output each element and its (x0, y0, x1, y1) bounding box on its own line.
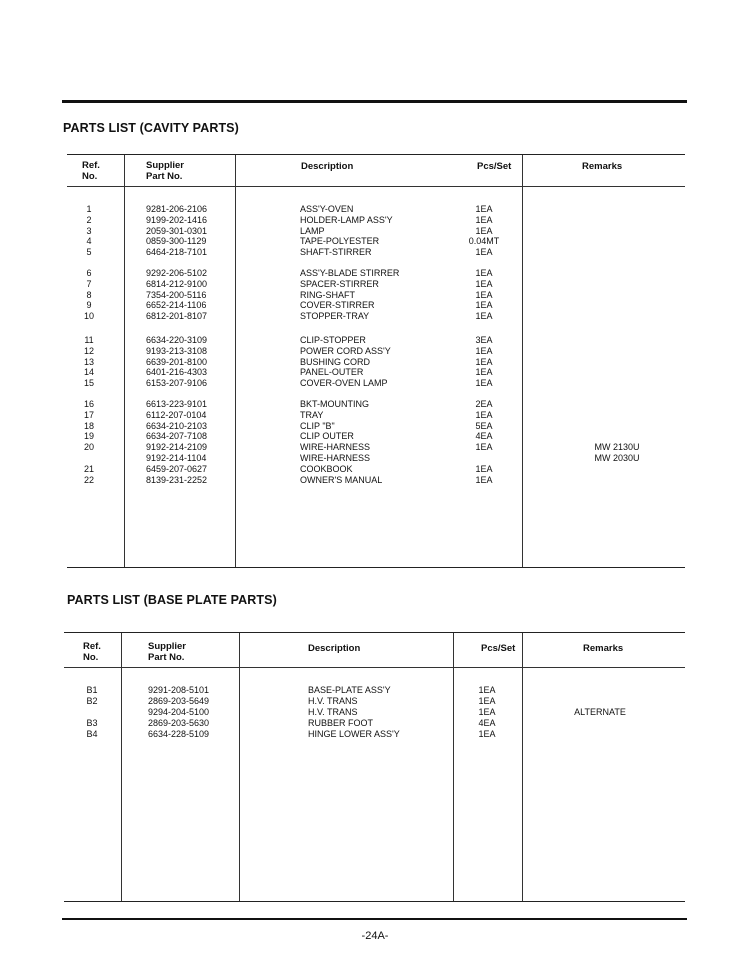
header-remarks: Remarks (583, 643, 624, 654)
part-number-cell: 6112-207-0104 (146, 409, 207, 420)
pcs-set-cell: 3EA (475, 335, 493, 345)
remarks-cell: MW 2130U (594, 442, 640, 453)
part-number-cell: 6634-207-7108 (146, 431, 208, 442)
table-row (67, 279, 685, 290)
ref-cell: 9 (86, 300, 92, 311)
header-ref: Ref. No. (83, 641, 101, 663)
pcs-set-cell: 5EA (475, 420, 493, 431)
pcs-set-cell: 1EA (475, 214, 493, 225)
part-number-cell: 6652-214-1106 (146, 300, 207, 311)
description-cell: COOKBOOK (300, 463, 353, 474)
ref-cell: 12 (83, 345, 94, 356)
description-cell: TAPE-POLYESTER (300, 236, 380, 247)
part-number-cell: 6639-201-8100 (146, 356, 208, 367)
part-number-cell: 6812-201-8107 (146, 311, 208, 322)
description-cell: RING-SHAFT (300, 289, 355, 300)
description-cell: COVER-OVEN LAMP (300, 378, 388, 389)
header-supplier-part-no: Supplier Part No. (148, 641, 187, 663)
table-row (67, 311, 685, 322)
part-number-cell: 6459-207-0627 (146, 463, 208, 474)
ref-cell: 13 (83, 356, 94, 367)
column-divider (453, 633, 454, 901)
ref-cell: 20 (83, 442, 94, 453)
description-cell: H.V. TRANS (308, 696, 358, 706)
cavity-parts-table (67, 154, 685, 568)
description-cell: ASS'Y-OVEN (300, 204, 354, 214)
description-cell: SPACER-STIRRER (300, 278, 379, 289)
pcs-set-cell: 4EA (478, 718, 496, 728)
pcs-set-cell: 1EA (475, 409, 493, 420)
table-row (64, 707, 685, 718)
description-cell: WIRE-HARNESS (300, 442, 371, 453)
part-number-cell: 8139-231-2252 (146, 474, 208, 485)
pcs-set-cell: 2EA (475, 399, 493, 409)
part-number-cell: 9281-206-2106 (146, 204, 208, 214)
table-row (67, 204, 685, 215)
header-supplier-part-no: Supplier Part No. (146, 160, 185, 182)
part-number-cell: 9199-202-1416 (146, 214, 208, 225)
table-row (67, 346, 685, 357)
header-divider (67, 186, 685, 187)
pcs-set-cell: 1EA (475, 289, 493, 300)
part-number-cell: 9192-214-1104 (146, 453, 207, 463)
part-number-cell: 6634-228-5109 (148, 729, 210, 739)
pcs-set-cell: 1EA (478, 729, 496, 739)
part-number-cell: 6613-223-9101 (146, 399, 208, 409)
pcs-set-cell: 1EA (475, 278, 493, 289)
table-row (64, 685, 685, 696)
description-cell: ASS'Y-BLADE STIRRER (300, 268, 400, 278)
pcs-set-cell: 1EA (475, 356, 493, 367)
part-number-cell: 9193-213-3108 (146, 345, 208, 356)
description-cell: HOLDER-LAMP ASS'Y (300, 214, 393, 225)
base-section-title: PARTS LIST (BASE PLATE PARTS) (67, 593, 277, 607)
header-divider (64, 667, 685, 668)
part-number-cell: 2869-203-5630 (148, 718, 210, 728)
ref-cell: 8 (86, 289, 92, 300)
table-row (67, 357, 685, 368)
ref-cell: 16 (83, 399, 94, 409)
table-row (67, 290, 685, 301)
table-row (67, 215, 685, 226)
part-number-cell: 9192-214-2109 (146, 442, 208, 453)
table-row (67, 475, 685, 486)
pcs-set-cell: 1EA (475, 378, 493, 389)
ref-cell: 1 (86, 204, 92, 214)
ref-cell: B4 (86, 729, 98, 739)
part-number-cell: 6634-220-3109 (146, 335, 208, 345)
ref-cell: 3 (86, 225, 92, 236)
part-number-cell: 6401-216-4303 (146, 367, 208, 378)
header-description: Description (308, 643, 361, 654)
pcs-set-cell: 1EA (475, 300, 493, 311)
ref-cell: 7 (86, 278, 92, 289)
pcs-set-cell: 1EA (478, 696, 496, 706)
description-cell: HINGE LOWER ASS'Y (308, 729, 400, 739)
description-cell: TRAY (300, 409, 324, 420)
ref-cell: 10 (83, 311, 94, 322)
ref-cell: 6 (86, 268, 92, 278)
pcs-set-cell: 0.04MT (468, 236, 500, 247)
column-divider (522, 633, 523, 901)
table-row (67, 236, 685, 247)
table-row (67, 335, 685, 346)
table-row (64, 718, 685, 729)
description-cell: BKT-MOUNTING (300, 399, 369, 409)
ref-cell: 19 (83, 431, 94, 442)
table-row (67, 268, 685, 279)
pcs-set-cell: 1EA (478, 685, 496, 695)
description-cell: STOPPER-TRAY (300, 311, 370, 322)
ref-cell: B2 (86, 696, 98, 706)
ref-cell: 17 (83, 409, 94, 420)
part-number-cell: 2869-203-5649 (148, 696, 210, 706)
ref-cell: 5 (86, 247, 92, 258)
table-row (67, 410, 685, 421)
part-number-cell: 9292-206-5102 (146, 268, 208, 278)
table-row (64, 729, 685, 740)
table-row (67, 442, 685, 453)
bottom-rule (62, 918, 687, 920)
ref-cell: B1 (86, 685, 98, 695)
ref-cell: 2 (86, 214, 92, 225)
header-remarks: Remarks (582, 161, 623, 172)
ref-cell: 11 (84, 335, 94, 345)
part-number-cell: 7354-200-5116 (146, 289, 207, 300)
base-plate-parts-table (64, 632, 685, 902)
description-cell: LAMP (300, 225, 325, 236)
page-number: -24A- (361, 930, 389, 942)
description-cell: OWNER'S MANUAL (300, 474, 383, 485)
pcs-set-cell: 1EA (475, 442, 493, 453)
pcs-set-cell: 1EA (475, 204, 493, 214)
ref-cell: 21 (83, 463, 94, 474)
description-cell: RUBBER FOOT (308, 718, 374, 728)
part-number-cell: 6464-218-7101 (146, 247, 208, 258)
ref-cell: 22 (83, 474, 94, 485)
top-rule (62, 100, 687, 103)
description-cell: CLIP-STOPPER (300, 335, 366, 345)
description-cell: WIRE-HARNESS (300, 453, 371, 463)
description-cell: COVER-STIRRER (300, 300, 375, 311)
pcs-set-cell: 1EA (475, 247, 493, 258)
table-row (67, 464, 685, 475)
ref-cell: 14 (83, 367, 94, 378)
pcs-set-cell: 4EA (475, 431, 493, 442)
table-row (67, 247, 685, 258)
table-row (67, 399, 685, 410)
table-row (67, 378, 685, 389)
ref-cell: 18 (83, 420, 94, 431)
pcs-set-cell: 1EA (475, 311, 493, 322)
part-number-cell: 6153-207-9106 (146, 378, 208, 389)
table-row (67, 421, 685, 432)
description-cell: POWER CORD ASS'Y (300, 345, 391, 356)
table-row (67, 453, 685, 464)
description-cell: PANEL-OUTER (300, 367, 364, 378)
ref-cell: 15 (83, 378, 94, 389)
part-number-cell: 6634-210-2103 (146, 420, 208, 431)
pcs-set-cell: 1EA (475, 225, 493, 236)
column-divider (239, 633, 240, 901)
description-cell: BASE-PLATE ASS'Y (308, 685, 391, 695)
ref-cell: B3 (86, 718, 98, 728)
description-cell: H.V. TRANS (308, 707, 358, 717)
part-number-cell: 9294-204-5100 (148, 707, 210, 717)
table-row (67, 300, 685, 311)
header-description: Description (301, 161, 354, 172)
remarks-cell: MW 2030U (594, 453, 640, 463)
remarks-cell: ALTERNATE (574, 707, 626, 717)
description-cell: BUSHING CORD (300, 356, 371, 367)
part-number-cell: 2059-301-0301 (146, 225, 208, 236)
part-number-cell: 0859-300-1129 (146, 236, 207, 247)
header-pcs-set: Pcs/Set (477, 161, 512, 172)
pcs-set-cell: 1EA (475, 474, 493, 485)
pcs-set-cell: 1EA (478, 707, 496, 717)
table-row (67, 367, 685, 378)
table-row (67, 431, 685, 442)
ref-cell: 4 (86, 236, 92, 247)
table-row (64, 696, 685, 707)
part-number-cell: 9291-208-5101 (148, 685, 210, 695)
description-cell: CLIP "B" (300, 420, 335, 431)
pcs-set-cell: 1EA (475, 463, 493, 474)
table-row (67, 226, 685, 237)
header-ref: Ref. No. (82, 160, 100, 182)
description-cell: CLIP OUTER (300, 431, 354, 442)
pcs-set-cell: 1EA (475, 345, 493, 356)
pcs-set-cell: 1EA (475, 268, 493, 278)
header-pcs-set: Pcs/Set (481, 643, 516, 654)
description-cell: SHAFT-STIRRER (300, 247, 372, 258)
column-divider (121, 633, 122, 901)
part-number-cell: 6814-212-9100 (146, 278, 208, 289)
cavity-section-title: PARTS LIST (CAVITY PARTS) (63, 121, 239, 135)
pcs-set-cell: 1EA (475, 367, 493, 378)
